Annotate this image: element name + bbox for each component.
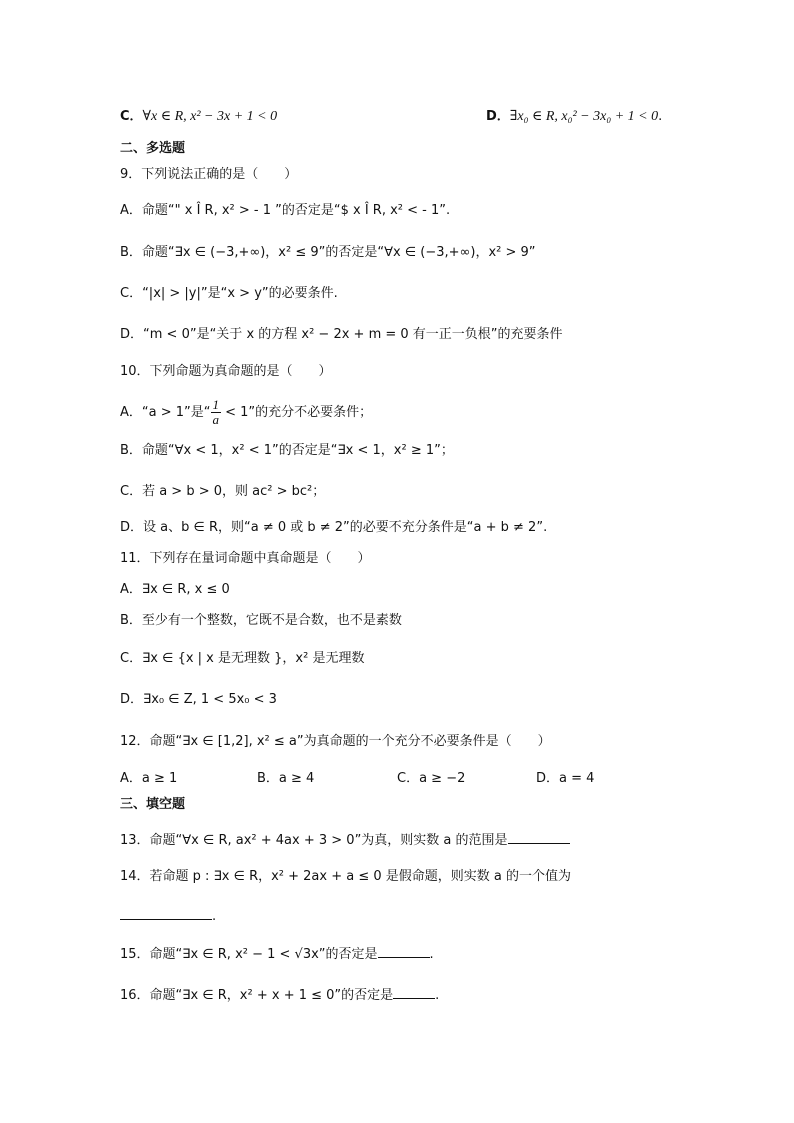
q8-option-c	[120, 108, 277, 126]
q12-option-d: D．a = 4	[536, 771, 595, 786]
q10-option-d: D．设 a、b ∈ R，则“a ≠ 0 或 b ≠ 2”的必要不充分条件是“a + b ≠ 2”.	[120, 520, 548, 535]
q9-option-a: A．命题“" x Î R, x² > - 1 ”的否定是“$ x Î R, x² < - 1”.	[120, 203, 451, 218]
answer-blank[interactable]	[378, 943, 430, 958]
answer-blank[interactable]	[508, 829, 570, 844]
q12-option-b: B．a ≥ 4	[257, 771, 315, 786]
answer-blank[interactable]	[393, 984, 435, 999]
q16-text: 16．命题“∃x ∈ R，x² + x + 1 ≤ 0”的否定是	[120, 988, 394, 1003]
q9-option-d: D．“m < 0”是“关于 x 的方程 x² − 2x + m = 0 有一正一负根”的充要条件	[120, 327, 563, 342]
q9-stem: 9．下列说法正确的是（ ）	[120, 167, 298, 182]
section-fill-in: 三、填空题	[120, 797, 186, 812]
option-label: C．	[120, 109, 143, 124]
option-a-post: < 1”的充分不必要条件；	[221, 405, 373, 420]
q16	[120, 984, 439, 1005]
q11-option-d: D．∃x₀ ∈ Z, 1 < 5x₀ < 3	[120, 692, 277, 707]
q16-end: .	[435, 988, 440, 1003]
q14-answer-line	[120, 905, 216, 926]
q11-option-c: C．∃x ∈ {x | x 是无理数 }，x² 是无理数	[120, 651, 365, 666]
q13	[120, 829, 570, 850]
option-expr: ∀x ∈ R, x² − 3x + 1 < 0	[142, 109, 278, 124]
fraction-numerator: 1	[212, 397, 219, 412]
q12-stem: 12．命题“∃x ∈ [1,2], x² ≤ a”为真命题的一个充分不必要条件是（ ）	[120, 734, 551, 749]
q13-text: 13．命题“∀x ∈ R, ax² + 4ax + 3 > 0”为真，则实数 a 的范围是	[120, 833, 508, 848]
fraction	[211, 398, 222, 427]
q15	[120, 943, 434, 964]
answer-blank[interactable]	[120, 905, 212, 920]
q10-option-b: B．命题“∀x < 1，x² < 1”的否定是“∃x < 1，x² ≥ 1”；	[120, 443, 454, 458]
q12-option-a: A．a ≥ 1	[120, 771, 178, 786]
q11-option-a: A．∃x ∈ R, x ≤ 0	[120, 582, 230, 597]
q14-end: .	[212, 909, 217, 924]
q9-option-b: B．命题“∃x ∈ (−3,+∞)，x² ≤ 9”的否定是“∀x ∈ (−3,+∞)，x² > 9”	[120, 245, 536, 260]
option-expr: ∃x₀ ∈ R, x₀² − 3x₀ + 1 < 0	[509, 109, 659, 124]
q10-option-c: C．若 a > b > 0，则 ac² > bc²；	[120, 484, 326, 499]
fraction-denominator: a	[212, 412, 219, 427]
section-multiple-choice: 二、多选题	[120, 141, 186, 156]
option-end: .	[658, 109, 663, 124]
q15-text: 15．命题“∃x ∈ R, x² − 1 < √3x”的否定是	[120, 947, 378, 962]
option-label: D．	[486, 109, 510, 124]
q8-option-d	[486, 108, 662, 126]
q10-option-a	[120, 398, 372, 427]
q14-text: 14．若命题 p : ∃x ∈ R，x² + 2ax + a ≤ 0 是假命题，则实数 a 的一个值为	[120, 869, 572, 884]
option-a-pre: A．“a > 1”是“	[120, 405, 211, 420]
q9-option-c: C．“|x| > |y|”是“x > y”的必要条件.	[120, 286, 338, 301]
q12-option-c: C．a ≥ −2	[397, 771, 466, 786]
q10-stem: 10．下列命题为真命题的是（ ）	[120, 364, 332, 379]
q15-end: .	[429, 947, 434, 962]
q11-option-b: B．至少有一个整数，它既不是合数，也不是素数	[120, 613, 402, 628]
q11-stem: 11．下列存在量词命题中真命题是（ ）	[120, 551, 371, 566]
